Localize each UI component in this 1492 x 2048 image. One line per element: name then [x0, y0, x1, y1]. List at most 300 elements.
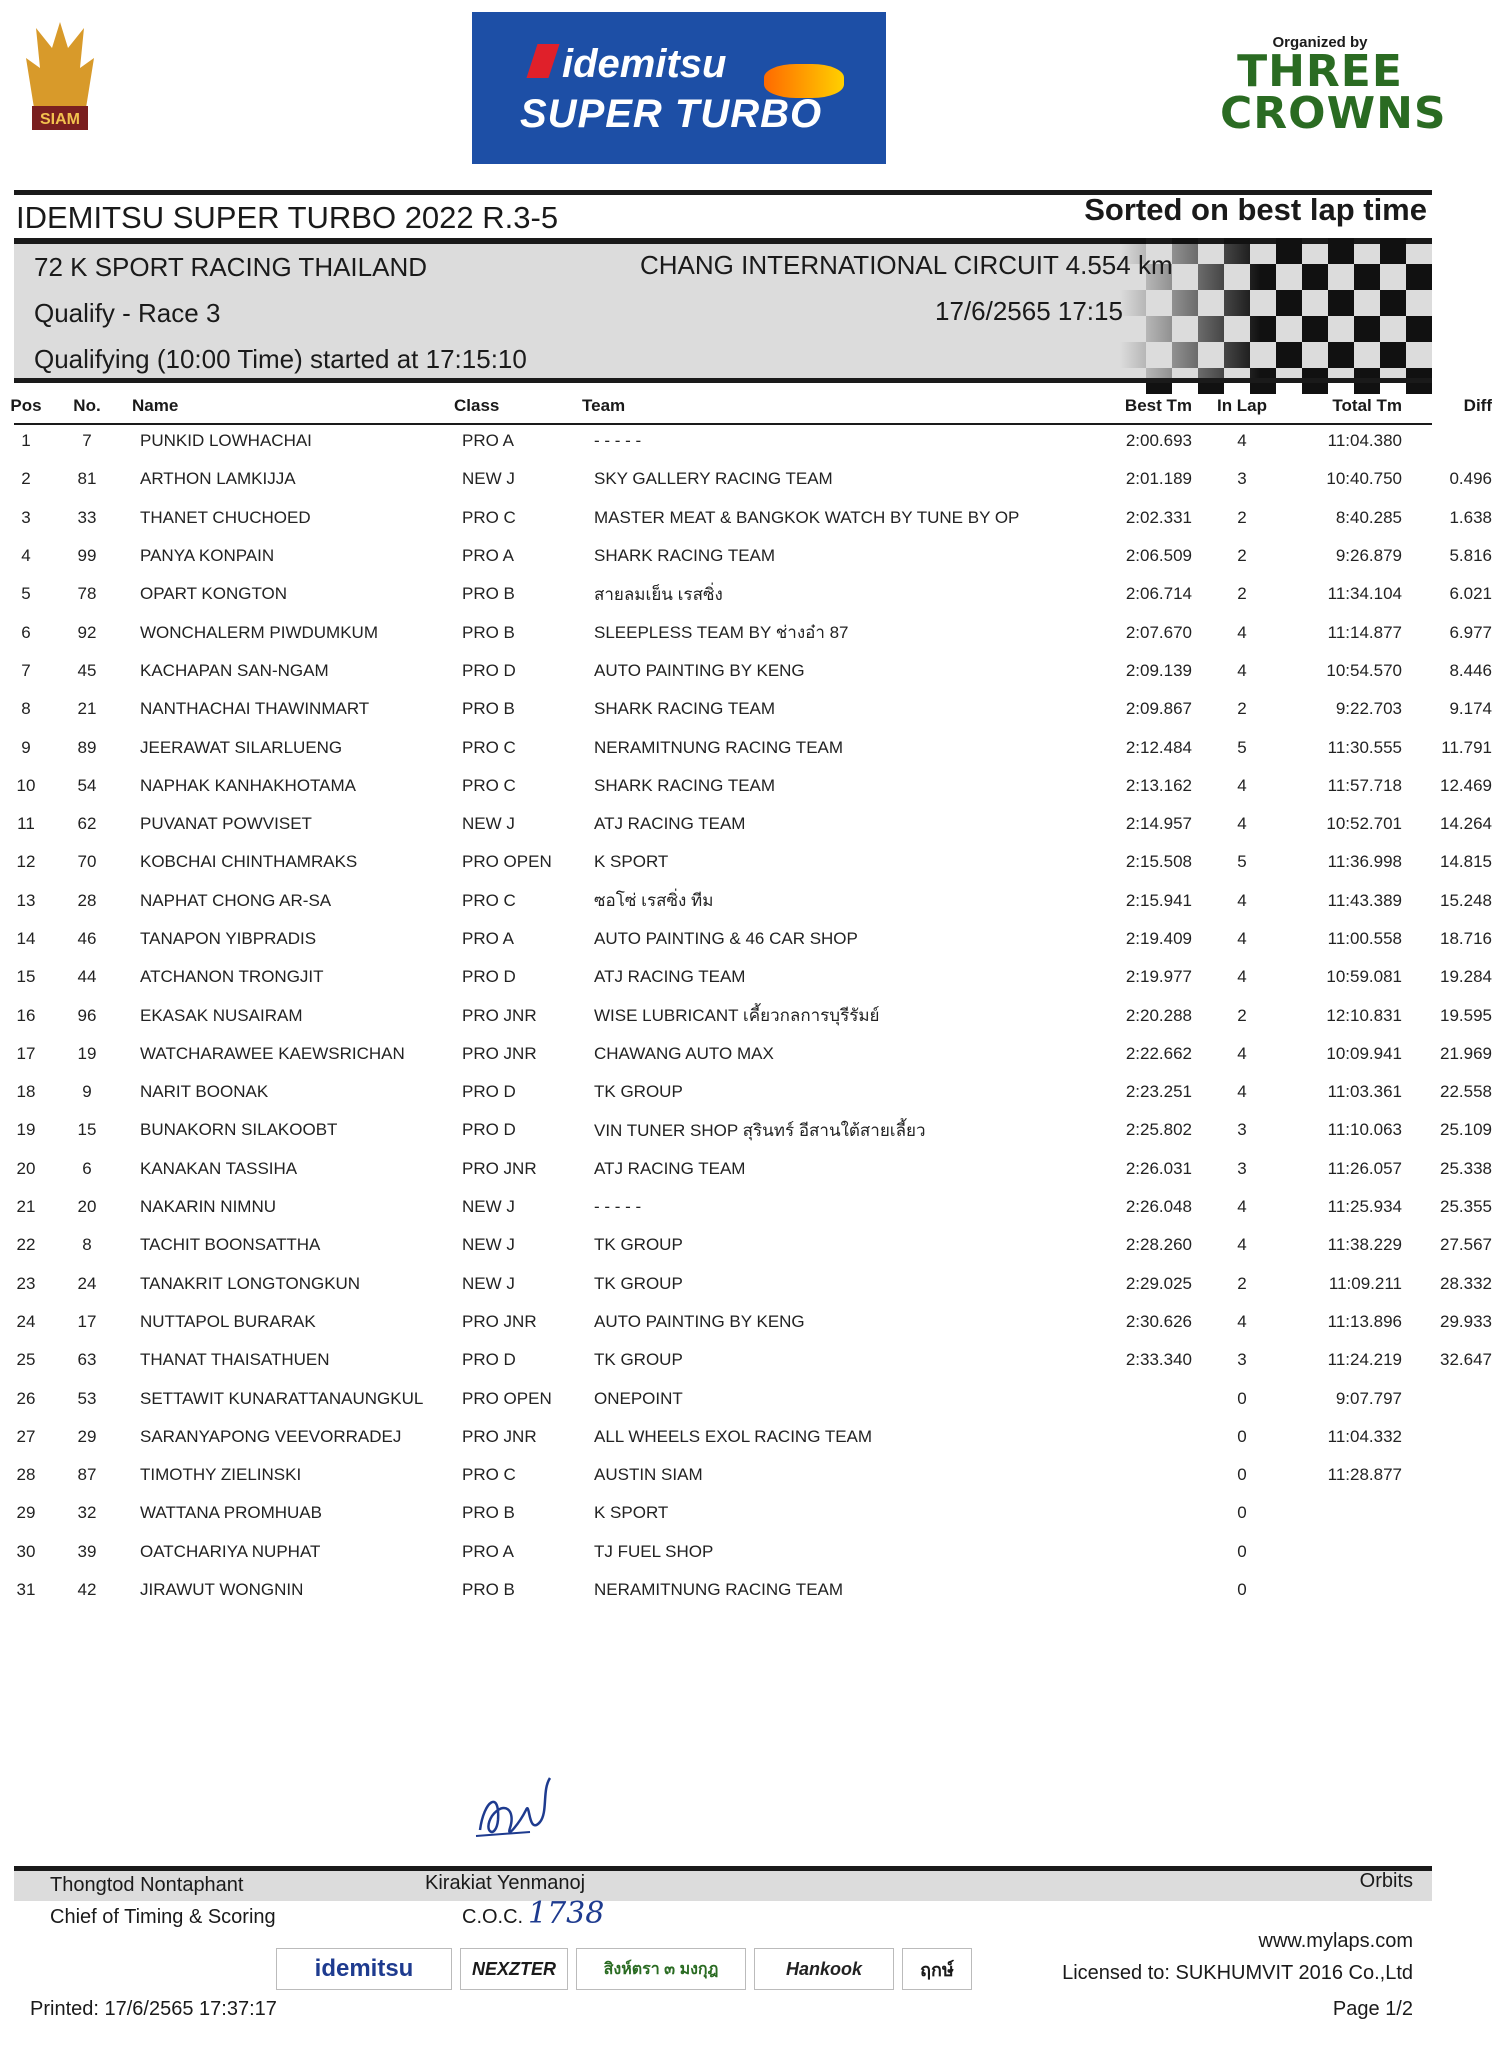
cell-team: NERAMITNUNG RACING TEAM — [594, 737, 844, 757]
cell-driver-name: NARIT BOONAK — [140, 1082, 269, 1102]
cell-number: 29 — [77, 1426, 97, 1446]
cell-in-lap: 4 — [1237, 775, 1247, 795]
cell-best-time: 2:19.409 — [1125, 929, 1192, 948]
cell-in-lap: 3 — [1237, 1120, 1247, 1140]
cell-pos: 9 — [21, 737, 31, 757]
session-start-info: Qualifying (10:00 Time) started at 17:15:10 — [34, 344, 527, 374]
cell-diff: 18.716 — [1440, 929, 1492, 948]
cell-class: PRO JNR — [462, 1158, 537, 1178]
cell-total-time: 11:43.389 — [1327, 890, 1402, 910]
timing-brand: Orbits — [1359, 1870, 1413, 1892]
cell-team: ATJ RACING TEAM — [594, 1158, 746, 1178]
official-name: Kirakiat Yenmanoj — [425, 1872, 586, 1894]
cell-driver-name: EKASAK NUSAIRAM — [140, 1005, 303, 1025]
cell-pos: 24 — [16, 1311, 36, 1331]
cell-number: 20 — [77, 1197, 97, 1217]
cell-pos: 17 — [16, 1043, 36, 1063]
cell-total-time: 11:14.877 — [1327, 622, 1402, 642]
cell-pos: 3 — [21, 507, 31, 527]
cell-number: 81 — [77, 469, 97, 489]
cell-number: 42 — [77, 1580, 97, 1600]
cell-total-time: 10:09.941 — [1326, 1043, 1402, 1063]
cell-pos: 16 — [16, 1005, 36, 1025]
cell-driver-name: SARANYAPONG VEEVORRADEJ — [140, 1426, 402, 1446]
sort-label: Sorted on best lap time — [1084, 192, 1427, 227]
cell-best-time: 2:09.867 — [1125, 699, 1192, 719]
cell-in-lap: 4 — [1237, 622, 1247, 642]
cell-number: 70 — [77, 852, 97, 872]
results-body — [0, 422, 1492, 1609]
cell-diff: 11.791 — [1441, 737, 1492, 757]
circuit-name: CHANG INTERNATIONAL CIRCUIT 4.554 km — [640, 250, 1173, 280]
cell-in-lap: 4 — [1237, 967, 1247, 987]
official-name: Thongtod Nontaphant — [50, 1874, 244, 1896]
table-row — [0, 805, 1492, 843]
cell-driver-name: SETTAWIT KUNARATTANAUNGKUL — [140, 1388, 424, 1408]
cell-diff: 8.446 — [1449, 660, 1492, 680]
cell-best-time: 2:26.048 — [1125, 1197, 1192, 1217]
cell-number: 53 — [77, 1388, 97, 1408]
cell-total-time: 9:07.797 — [1335, 1388, 1402, 1408]
cell-diff: 12.469 — [1440, 775, 1492, 795]
cell-driver-name: JEERAWAT SILARLUENG — [140, 737, 343, 757]
table-header-row — [0, 390, 1492, 422]
printed-timestamp: Printed: 17/6/2565 17:37:17 — [30, 1998, 277, 2020]
table-row — [0, 843, 1492, 881]
cell-best-time: 2:29.025 — [1125, 1273, 1192, 1293]
column-header: Diff — [1463, 396, 1492, 415]
cell-pos: 1 — [21, 431, 31, 451]
cell-class: PRO B — [462, 1580, 515, 1600]
cell-best-time — [1082, 1418, 1192, 1456]
cell-class: NEW J — [462, 1235, 515, 1255]
sponsor-logo: NEXZTER — [460, 1948, 568, 1990]
column-header: No. — [73, 396, 101, 415]
cell-diff: 5.816 — [1449, 546, 1492, 566]
cell-in-lap: 3 — [1237, 1350, 1247, 1370]
cell-total-time: 9:22.703 — [1335, 699, 1402, 719]
cell-diff — [1402, 1379, 1492, 1417]
coc-number: 1738 — [528, 1896, 605, 1931]
cell-total-time — [1292, 1494, 1402, 1532]
cell-number: 45 — [77, 660, 97, 680]
cell-pos: 25 — [16, 1350, 36, 1370]
table-row — [0, 1150, 1492, 1188]
cell-number: 63 — [77, 1350, 97, 1370]
siam-crest-icon — [24, 18, 96, 148]
cell-class: PRO C — [462, 507, 516, 527]
cell-number: 32 — [77, 1503, 97, 1523]
cell-class: PRO B — [462, 699, 515, 719]
cell-team: SLEEPLESS TEAM BY ช่างอ๋า 87 — [594, 623, 849, 643]
table-row — [0, 920, 1492, 958]
table-row — [0, 1188, 1492, 1226]
cell-class: PRO D — [462, 967, 516, 987]
cell-team: TK GROUP — [594, 1350, 683, 1370]
cell-diff — [1402, 1494, 1492, 1532]
cell-diff: 25.109 — [1440, 1120, 1492, 1140]
organizer-name-line2: CROWNS — [1220, 88, 1447, 139]
cell-number: 33 — [77, 507, 97, 527]
cell-driver-name: TIMOTHY ZIELINSKI — [140, 1465, 302, 1485]
cell-in-lap: 0 — [1237, 1541, 1247, 1561]
cell-class: PRO A — [462, 546, 514, 566]
cell-team: ATJ RACING TEAM — [594, 814, 746, 834]
cell-diff: 25.338 — [1440, 1158, 1492, 1178]
cell-number: 21 — [77, 699, 97, 719]
cell-best-time: 2:06.714 — [1125, 584, 1192, 604]
cell-best-time: 2:15.508 — [1125, 852, 1192, 872]
cell-in-lap: 3 — [1237, 1158, 1247, 1178]
cell-in-lap: 4 — [1237, 1311, 1247, 1331]
table-row — [0, 575, 1492, 613]
cell-total-time: 11:28.877 — [1327, 1465, 1402, 1485]
cell-in-lap: 0 — [1237, 1580, 1247, 1600]
three-crowns-logo — [1220, 34, 1447, 144]
cell-best-time: 2:01.189 — [1125, 469, 1192, 489]
cell-in-lap: 3 — [1237, 469, 1247, 489]
cell-class: NEW J — [462, 1273, 515, 1293]
cell-best-time: 2:15.941 — [1125, 890, 1192, 910]
cell-class: PRO OPEN — [462, 852, 552, 872]
cell-team: AUTO PAINTING BY KENG — [594, 1311, 805, 1331]
cell-number: 44 — [77, 967, 97, 987]
cell-class: PRO A — [462, 431, 514, 451]
table-row — [0, 1418, 1492, 1456]
cell-class: PRO C — [462, 737, 516, 757]
cell-driver-name: OATCHARIYA NUPHAT — [140, 1541, 321, 1561]
cell-class: NEW J — [462, 1197, 515, 1217]
cell-number: 89 — [77, 737, 97, 757]
cell-class: PRO A — [462, 929, 514, 948]
cell-number: 8 — [82, 1235, 92, 1255]
idemitsu-mark-icon — [526, 44, 559, 78]
table-row — [0, 422, 1492, 460]
cell-number: 96 — [77, 1005, 97, 1025]
cell-best-time: 2:09.139 — [1125, 660, 1192, 680]
cell-class: PRO B — [462, 1503, 515, 1523]
cell-class: PRO C — [462, 1465, 516, 1485]
cell-number: 54 — [77, 775, 97, 795]
idemitsu-super-turbo-logo — [472, 12, 886, 164]
cell-team: K SPORT — [594, 852, 669, 872]
cell-best-time: 2:12.484 — [1125, 737, 1192, 757]
cell-class: PRO B — [462, 622, 515, 642]
cell-driver-name: THANET CHUCHOED — [140, 507, 311, 527]
cell-best-time: 2:14.957 — [1125, 814, 1192, 834]
cell-class: PRO JNR — [462, 1005, 537, 1025]
table-row — [0, 1226, 1492, 1264]
cell-team: สายลมเย็น เรสซิ่ง — [594, 584, 723, 604]
session-date: 17/6/2565 17:15 — [935, 296, 1123, 326]
cell-number: 7 — [82, 431, 92, 451]
cell-class: PRO C — [462, 775, 516, 795]
cell-number: 46 — [77, 929, 97, 948]
logo-brand-text: idemitsu — [562, 42, 727, 86]
cell-best-time: 2:07.670 — [1125, 622, 1192, 642]
table-row — [0, 1073, 1492, 1111]
cell-number: 24 — [77, 1273, 97, 1293]
official-role: Chief of Timing & Scoring — [50, 1906, 276, 1928]
cell-diff — [1402, 1418, 1492, 1456]
cell-total-time: 10:40.750 — [1326, 469, 1402, 489]
cell-diff: 28.332 — [1440, 1273, 1492, 1293]
cell-pos: 19 — [16, 1120, 36, 1140]
table-row — [0, 1341, 1492, 1379]
cell-in-lap: 0 — [1237, 1388, 1247, 1408]
cell-driver-name: JIRAWUT WONGNIN — [140, 1580, 304, 1600]
cell-diff: 32.647 — [1440, 1350, 1492, 1370]
cell-best-time: 2:02.331 — [1125, 507, 1192, 527]
cell-diff: 19.595 — [1440, 1005, 1492, 1025]
cell-total-time — [1292, 1571, 1402, 1609]
cell-driver-name: PUVANAT POWVISET — [140, 814, 312, 834]
cell-number: 62 — [77, 814, 97, 834]
cell-total-time: 11:04.332 — [1327, 1426, 1402, 1446]
cell-in-lap: 5 — [1237, 852, 1247, 872]
cell-total-time: 9:26.879 — [1335, 546, 1402, 566]
cell-total-time: 10:59.081 — [1326, 967, 1402, 987]
cell-in-lap: 2 — [1237, 584, 1247, 604]
cell-team: SKY GALLERY RACING TEAM — [594, 469, 833, 489]
cell-best-time: 2:06.509 — [1125, 546, 1192, 566]
cell-number: 9 — [82, 1082, 92, 1102]
cell-diff: 19.284 — [1440, 967, 1492, 987]
cell-class: NEW J — [462, 814, 515, 834]
cell-in-lap: 0 — [1237, 1426, 1247, 1446]
cell-total-time: 11:10.063 — [1327, 1120, 1402, 1140]
sponsor-logo: idemitsu — [276, 1948, 452, 1990]
cell-team: CHAWANG AUTO MAX — [594, 1043, 774, 1063]
cell-driver-name: THANAT THAISATHUEN — [140, 1350, 330, 1370]
table-row — [0, 1379, 1492, 1417]
cell-class: PRO B — [462, 584, 515, 604]
cell-class: PRO JNR — [462, 1426, 537, 1446]
cell-best-time: 2:26.031 — [1125, 1158, 1192, 1178]
cell-best-time: 2:13.162 — [1125, 775, 1192, 795]
cell-best-time: 2:28.260 — [1125, 1235, 1192, 1255]
table-row — [0, 499, 1492, 537]
official-role: C.O.C. — [462, 1906, 524, 1928]
column-header: Best Tm — [1124, 396, 1192, 415]
cell-pos: 12 — [16, 852, 36, 872]
table-row — [0, 613, 1492, 651]
cell-pos: 4 — [21, 546, 31, 566]
cell-driver-name: NUTTAPOL BURARAK — [140, 1311, 316, 1331]
cell-in-lap: 2 — [1237, 507, 1247, 527]
cell-in-lap: 4 — [1237, 1043, 1247, 1063]
table-row — [0, 882, 1492, 920]
cell-team: ALL WHEELS EXOL RACING TEAM — [594, 1426, 873, 1446]
cell-total-time: 8:40.285 — [1335, 507, 1402, 527]
table-row — [0, 1265, 1492, 1303]
cell-team: SHARK RACING TEAM — [594, 546, 776, 566]
cell-total-time: 10:54.570 — [1326, 660, 1402, 680]
cell-team: TK GROUP — [594, 1273, 683, 1293]
cell-total-time: 11:04.380 — [1327, 431, 1402, 451]
signature — [470, 1770, 560, 1850]
cell-class: PRO D — [462, 1082, 516, 1102]
table-row — [0, 652, 1492, 690]
cell-total-time: 11:24.219 — [1327, 1350, 1402, 1370]
table-row — [0, 728, 1492, 766]
table-row — [0, 690, 1492, 728]
cell-diff — [1402, 1571, 1492, 1609]
cell-driver-name: WATTANA PROMHUAB — [140, 1503, 322, 1523]
cell-total-time: 11:38.229 — [1327, 1235, 1402, 1255]
cell-class: PRO A — [462, 1541, 514, 1561]
cell-diff: 21.969 — [1440, 1043, 1492, 1063]
cell-pos: 22 — [16, 1235, 36, 1255]
cell-driver-name: TACHIT BOONSATTHA — [140, 1235, 321, 1255]
table-row — [0, 958, 1492, 996]
cell-class: PRO JNR — [462, 1043, 537, 1063]
cell-in-lap: 2 — [1237, 1273, 1247, 1293]
cell-pos: 31 — [16, 1580, 36, 1600]
cell-total-time: 11:36.998 — [1327, 852, 1402, 872]
cell-team: TJ FUEL SHOP — [594, 1541, 714, 1561]
cell-team: ATJ RACING TEAM — [594, 967, 746, 987]
cell-class: PRO D — [462, 1350, 516, 1370]
cell-best-time: 2:00.693 — [1125, 431, 1192, 451]
cell-pos: 11 — [17, 814, 35, 834]
cell-total-time: 11:57.718 — [1327, 775, 1402, 795]
sponsor-logo: สิงห์ตรา ๓ มงกุฎ — [576, 1948, 746, 1990]
cell-in-lap: 2 — [1237, 546, 1247, 566]
organizer-name: 72 K SPORT RACING THAILAND — [34, 252, 428, 282]
cell-diff: 22.558 — [1440, 1082, 1492, 1102]
table-row — [0, 1111, 1492, 1149]
cell-driver-name: OPART KONGTON — [140, 584, 288, 604]
cell-team: AUSTIN SIAM — [594, 1465, 703, 1485]
cell-number: 78 — [77, 584, 97, 604]
cell-pos: 26 — [16, 1388, 36, 1408]
cell-pos: 29 — [16, 1503, 36, 1523]
cell-diff: 15.248 — [1440, 890, 1492, 910]
column-header: In Lap — [1216, 396, 1268, 415]
cell-in-lap: 0 — [1237, 1503, 1247, 1523]
cell-number: 28 — [77, 890, 97, 910]
cell-best-time — [1082, 1494, 1192, 1532]
column-header: Pos — [10, 396, 42, 415]
cell-pos: 27 — [16, 1426, 36, 1446]
table-row — [0, 1533, 1492, 1571]
cell-pos: 8 — [21, 699, 31, 719]
siam-logo — [24, 18, 96, 148]
cell-team: - - - - - — [594, 1197, 642, 1217]
cell-in-lap: 4 — [1237, 660, 1247, 680]
cell-pos: 10 — [16, 775, 36, 795]
cell-team: TK GROUP — [594, 1082, 683, 1102]
divider — [14, 423, 1432, 425]
cell-best-time: 2:23.251 — [1125, 1082, 1192, 1102]
cell-class: PRO D — [462, 1120, 516, 1140]
cell-diff: 6.977 — [1449, 622, 1492, 642]
cell-diff — [1402, 1533, 1492, 1571]
table-row — [0, 1035, 1492, 1073]
cell-in-lap: 4 — [1237, 1197, 1247, 1217]
cell-pos: 18 — [16, 1082, 36, 1102]
cell-best-time — [1082, 1571, 1192, 1609]
cell-driver-name: WATCHARAWEE KAEWSRICHAN — [140, 1043, 405, 1063]
cell-pos: 21 — [16, 1197, 36, 1217]
cell-number: 99 — [77, 546, 97, 566]
cell-team: AUTO PAINTING & 46 CAR SHOP — [594, 929, 858, 948]
cell-best-time — [1082, 1379, 1192, 1417]
cell-diff: 9.174 — [1449, 699, 1492, 719]
cell-pos: 28 — [16, 1465, 36, 1485]
table-row — [0, 996, 1492, 1034]
cell-pos: 23 — [16, 1273, 36, 1293]
cell-driver-name: WONCHALERM PIWDUMKUM — [140, 622, 378, 642]
cell-driver-name: BUNAKORN SILAKOOBT — [140, 1120, 338, 1140]
cell-team: - - - - - — [594, 431, 642, 451]
cell-best-time: 2:20.288 — [1125, 1005, 1192, 1025]
cell-pos: 7 — [21, 660, 31, 680]
cell-class: PRO JNR — [462, 1311, 537, 1331]
cell-number: 19 — [77, 1043, 97, 1063]
cell-diff: 27.567 — [1440, 1235, 1492, 1255]
logo-product-text: SUPER TURBO — [520, 92, 823, 136]
cell-in-lap: 5 — [1237, 737, 1247, 757]
cell-diff: 14.815 — [1440, 852, 1492, 872]
cell-driver-name: ARTHON LAMKIJJA — [140, 469, 296, 489]
cell-total-time: 11:00.558 — [1327, 929, 1402, 948]
cell-total-time: 10:52.701 — [1326, 814, 1402, 834]
cell-in-lap: 2 — [1237, 699, 1247, 719]
cell-diff: 6.021 — [1449, 584, 1492, 604]
table-row — [0, 1303, 1492, 1341]
cell-in-lap: 4 — [1237, 890, 1247, 910]
cell-team: SHARK RACING TEAM — [594, 699, 776, 719]
cell-in-lap: 4 — [1237, 929, 1247, 948]
table-row — [0, 537, 1492, 575]
cell-number: 87 — [77, 1465, 97, 1485]
cell-diff: 29.933 — [1440, 1311, 1492, 1331]
cell-pos: 5 — [21, 584, 31, 604]
cell-class: PRO C — [462, 890, 516, 910]
cell-team: AUTO PAINTING BY KENG — [594, 660, 805, 680]
cell-driver-name: PANYA KONPAIN — [140, 546, 275, 566]
cell-team: NERAMITNUNG RACING TEAM — [594, 1580, 844, 1600]
cell-number: 92 — [77, 622, 97, 642]
cell-driver-name: KANAKAN TASSIHA — [140, 1158, 298, 1178]
column-header: Class — [454, 396, 500, 415]
cell-team: SHARK RACING TEAM — [594, 775, 776, 795]
cell-total-time: 11:25.934 — [1327, 1197, 1402, 1217]
cell-number: 15 — [77, 1120, 97, 1140]
license-info: Licensed to: SUKHUMVIT 2016 Co.,Ltd — [1062, 1962, 1413, 1984]
cell-best-time: 2:30.626 — [1125, 1311, 1192, 1331]
cell-in-lap: 4 — [1237, 1235, 1247, 1255]
organized-by-label: Organized by — [1272, 34, 1368, 51]
divider — [14, 378, 1432, 383]
cell-driver-name: TANAPON YIBPRADIS — [140, 929, 317, 948]
svg-text:SIAM: SIAM — [40, 111, 80, 128]
cell-driver-name: NAKARIN NIMNU — [140, 1197, 277, 1217]
cell-driver-name: NAPHAK KANHAKHOTAMA — [140, 775, 357, 795]
cell-number: 6 — [82, 1158, 92, 1178]
cell-total-time: 11:26.057 — [1327, 1158, 1402, 1178]
cell-pos: 20 — [16, 1158, 36, 1178]
cell-number: 39 — [77, 1541, 97, 1561]
table-row — [0, 1456, 1492, 1494]
cell-team: ONEPOINT — [594, 1388, 683, 1408]
cell-pos: 15 — [16, 967, 36, 987]
cell-in-lap: 2 — [1237, 1005, 1247, 1025]
cell-diff: 25.355 — [1440, 1197, 1492, 1217]
sponsor-logo: Hankook — [754, 1948, 894, 1990]
